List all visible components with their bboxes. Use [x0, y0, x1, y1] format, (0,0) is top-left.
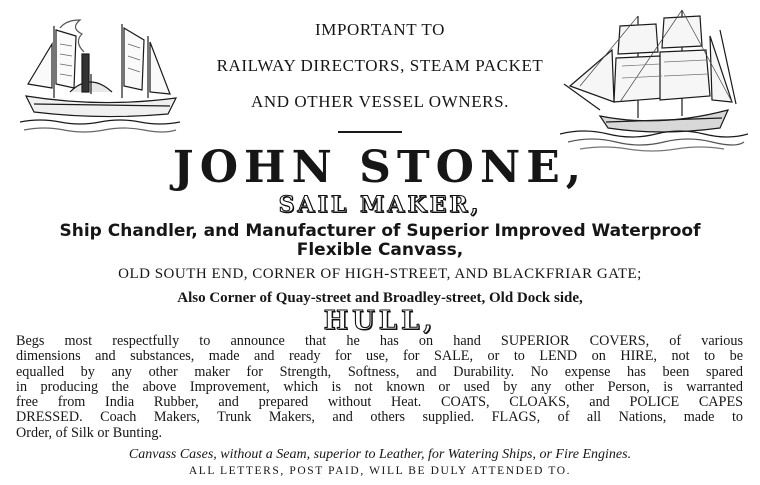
- heading-line-3: AND OTHER VESSEL OWNERS.: [250, 92, 510, 111]
- trade-title: SAIL MAKER,: [278, 192, 482, 218]
- body-paragraph: [16, 334, 743, 441]
- body-line: in producing the above Improvement, which is not known or used by any other Person, is warranted: [16, 378, 743, 395]
- body-line: free from India Rubber, and prepared without Heat. COATS, CLOAKS, and POLICE CAPES: [16, 394, 743, 411]
- divider-rule: [338, 131, 402, 133]
- heading-line-1: IMPORTANT TO: [315, 20, 445, 39]
- business-name: JOHN STONE,: [172, 142, 588, 193]
- town-name: HULL,: [323, 306, 437, 336]
- trade-description-line-2: Flexible Canvass,: [296, 240, 464, 260]
- trade-description-line-1: Ship Chandler, and Manufacturer of Superior Improved Waterproof: [59, 221, 701, 241]
- body-line: dimensions and substances, made and ready for use, for SALE, or to LEND on HIRE, not to be: [16, 348, 743, 365]
- body-line: Order, of Silk or Bunting.: [16, 424, 163, 441]
- body-line: DRESSED. Coach Makers, Trunk Makers, and others supplied. FLAGS, of all Nations, made to: [16, 409, 743, 426]
- body-line: Begs most respectfully to announce that he has on hand SUPERIOR COVERS, of various: [16, 333, 743, 349]
- address-line-1: OLD SOUTH END, CORNER OF HIGH-STREET, AND BLACKFRIAR GATE;: [118, 266, 642, 282]
- canvass-cases-line: Canvass Cases, without a Seam, superior to Leather, for Watering Ships, or Fire Engines.: [128, 447, 632, 462]
- letters-notice: ALL LETTERS, POST PAID, WILL BE DULY ATTENDED TO.: [188, 465, 572, 477]
- body-line: equalled by any other maker for Strength, Softness, and Durability. No expense has been spared: [16, 363, 743, 380]
- address-line-2: Also Corner of Quay-street and Broadley-street, Old Dock side,: [177, 290, 583, 306]
- heading-line-2: RAILWAY DIRECTORS, STEAM PACKET: [216, 56, 544, 75]
